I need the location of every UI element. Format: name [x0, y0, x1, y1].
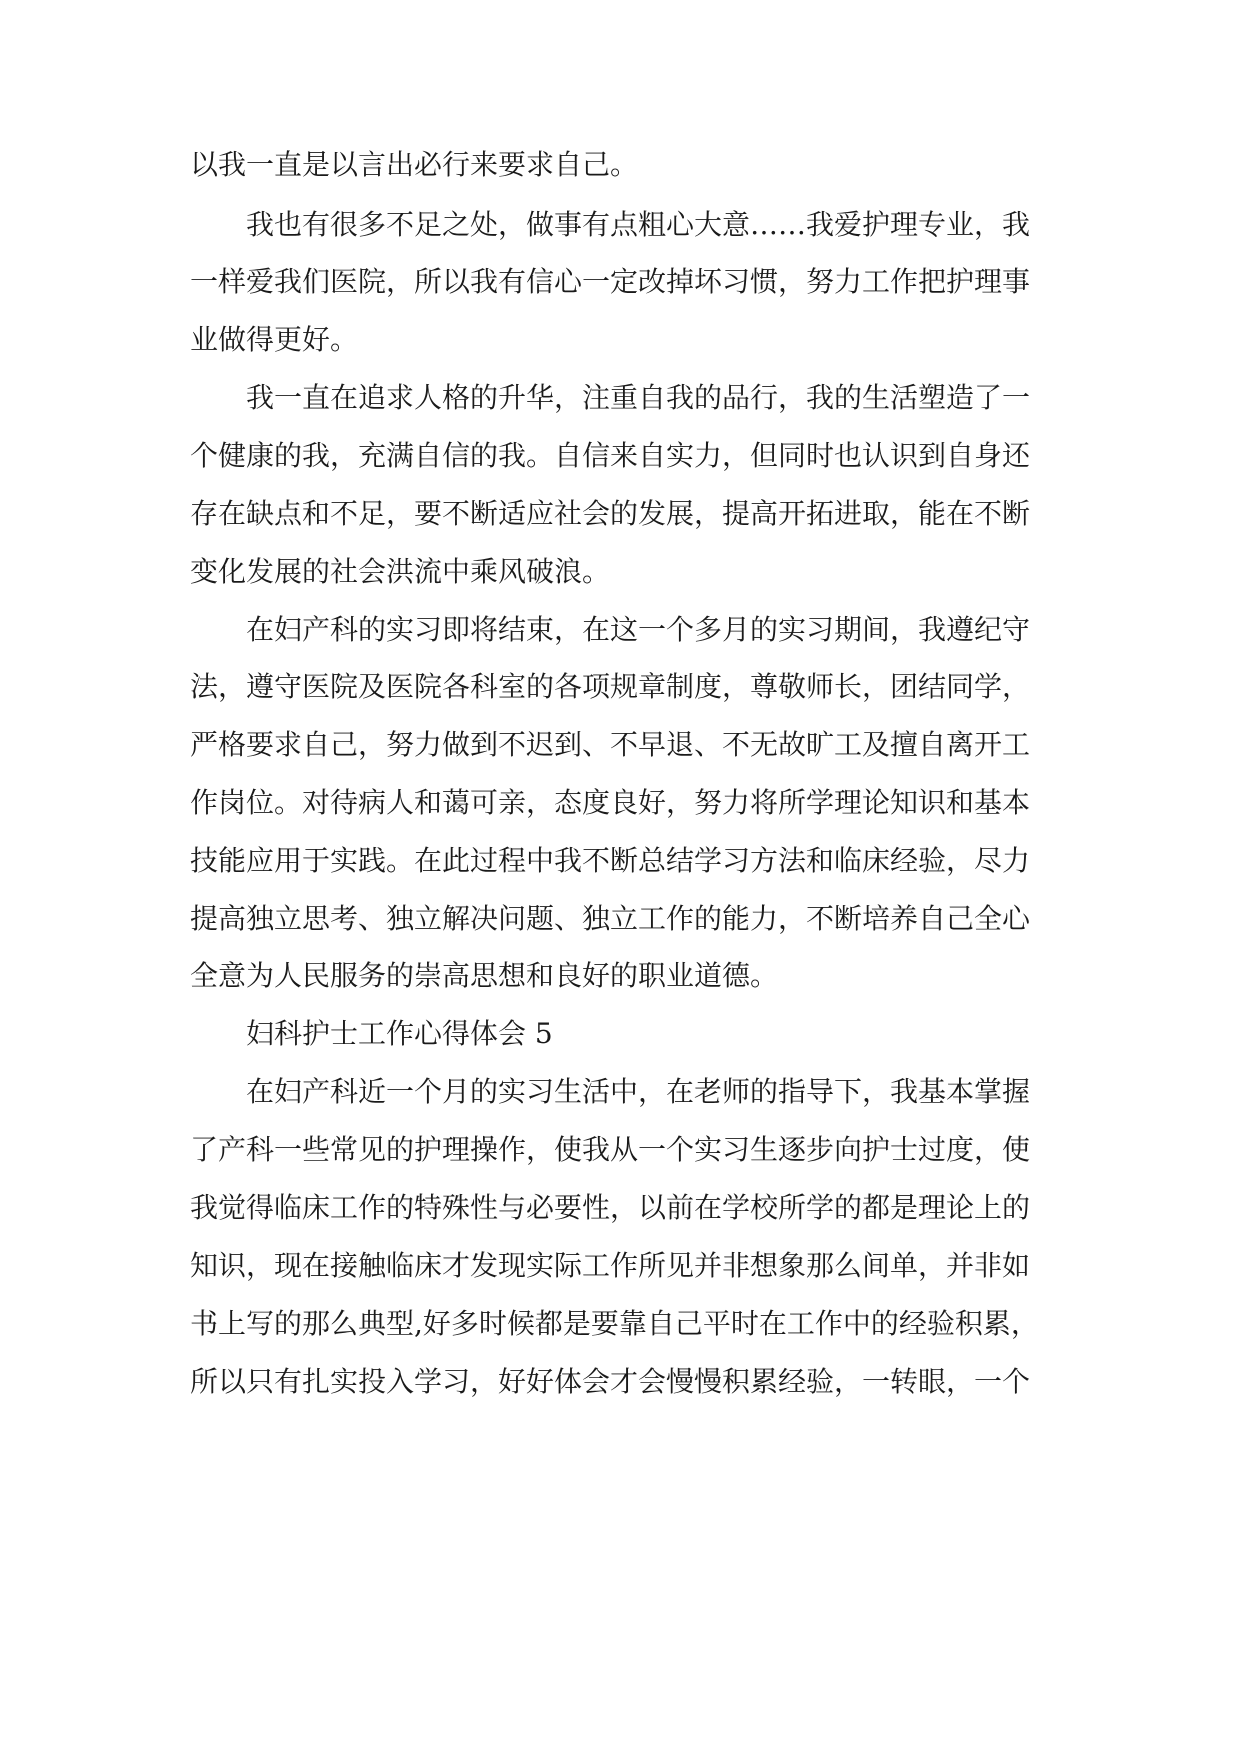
text-line: 一样爱我们医院，所以我有信心一定改掉坏习惯，努力工作把护理事	[190, 265, 1031, 298]
text-line: 变化发展的社会洪流中乘风破浪。	[190, 555, 611, 588]
paragraph-first-line: 我一直在追求人格的升华，注重自我的品行，我的生活塑造了一	[246, 381, 1031, 414]
section-heading: 妇科护士工作心得体会 5	[246, 1017, 553, 1050]
text-line: 我觉得临床工作的特殊性与必要性，以前在学校所学的都是理论上的	[190, 1191, 1031, 1224]
text-line: 提高独立思考、独立解决问题、独立工作的能力，不断培养自己全心	[190, 902, 1031, 935]
paragraph-first-line: 我也有很多不足之处，做事有点粗心大意……我爱护理专业，我	[246, 208, 1031, 241]
text-line: 法，遵守医院及医院各科室的各项规章制度，尊敬师长，团结同学，	[190, 670, 1031, 703]
text-line: 技能应用于实践。在此过程中我不断总结学习方法和临床经验，尽力	[190, 844, 1031, 877]
text-line: 业做得更好。	[190, 323, 359, 356]
text-line: 所以只有扎实投入学习，好好体会才会慢慢积累经验，一转眼，一个	[190, 1365, 1031, 1398]
text-line: 全意为人民服务的崇高思想和良好的职业道德。	[190, 959, 779, 992]
text-line: 存在缺点和不足，要不断适应社会的发展，提高开拓进取，能在不断	[190, 497, 1031, 530]
paragraph-first-line: 在妇产科近一个月的实习生活中，在老师的指导下，我基本掌握	[246, 1075, 1031, 1108]
text-line: 书上写的那么典型,好多时候都是要靠自己平时在工作中的经验积累，	[190, 1307, 1039, 1340]
text-line: 知识，现在接触临床才发现实际工作所见并非想象那么间单，并非如	[190, 1249, 1031, 1282]
paragraph-first-line: 在妇产科的实习即将结束，在这一个多月的实习期间，我遵纪守	[246, 613, 1031, 646]
text-line: 个健康的我，充满自信的我。自信来自实力，但同时也认识到自身还	[190, 439, 1031, 472]
text-line: 作岗位。对待病人和蔼可亲，态度良好，努力将所学理论知识和基本	[190, 786, 1031, 819]
text-line: 严格要求自己，努力做到不迟到、不早退、不无故旷工及擅自离开工	[190, 728, 1031, 761]
text-line: 以我一直是以言出必行来要求自己。	[190, 148, 639, 181]
text-line: 了产科一些常见的护理操作，使我从一个实习生逐步向护士过度，使	[190, 1133, 1031, 1166]
